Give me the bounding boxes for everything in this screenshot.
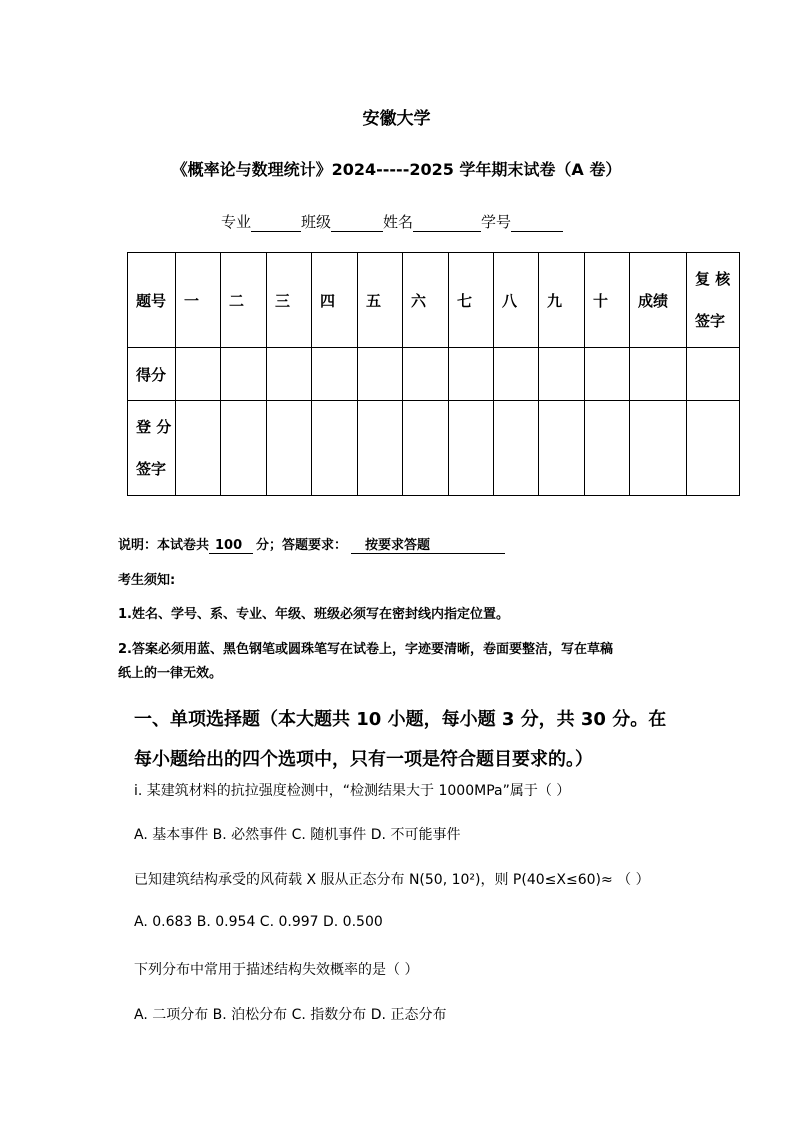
- sign-cell[interactable]: [539, 401, 585, 496]
- table-cell: 八: [494, 253, 539, 348]
- score-table: [127, 252, 740, 496]
- table-cell: 四: [312, 253, 358, 348]
- score-cell[interactable]: [403, 348, 449, 401]
- score-cell[interactable]: [630, 348, 687, 401]
- major-label: 专业: [221, 213, 252, 231]
- name-field[interactable]: [413, 215, 481, 232]
- table-cell: 十: [585, 253, 630, 348]
- exam-title: 《概率论与数理统计》2024-----2025 学年期末试卷（A 卷）: [171, 160, 622, 179]
- table-cell: 五: [358, 253, 403, 348]
- instruction-item-2-line2: 纸上的一律无效。: [118, 666, 223, 681]
- sign-row-label-line1: 登 分: [136, 418, 172, 436]
- major-field[interactable]: [251, 215, 301, 232]
- sign-cell[interactable]: [267, 401, 312, 496]
- sign-cell[interactable]: [176, 401, 221, 496]
- explain-prefix: 说明：本试卷共: [118, 538, 210, 553]
- question-stem: 下列分布中常用于描述结构失效概率的是（ ）: [134, 962, 419, 978]
- sign-row-label: [128, 401, 176, 496]
- score-row-label: 得分: [128, 348, 176, 401]
- name-label: 姓名: [383, 213, 414, 231]
- score-cell[interactable]: [176, 348, 221, 401]
- sign-cell[interactable]: [449, 401, 494, 496]
- sign-cell[interactable]: [494, 401, 539, 496]
- question-options: A. 基本事件 B. 必然事件 C. 随机事件 D. 不可能事件: [134, 827, 461, 843]
- instructions-title: 考生须知:: [118, 573, 176, 588]
- question-options: A. 二项分布 B. 泊松分布 C. 指数分布 D. 正态分布: [134, 1007, 447, 1023]
- sign-row-label-line2: 签字: [136, 460, 167, 478]
- score-row: [128, 348, 740, 401]
- sign-cell[interactable]: [221, 401, 267, 496]
- score-cell[interactable]: [449, 348, 494, 401]
- table-cell: 七: [449, 253, 494, 348]
- class-label: 班级: [301, 213, 332, 231]
- student-info-line: [221, 211, 563, 232]
- instruction-item-2-line1: 2.答案必须用蓝、黑色钢笔或圆珠笔写在试卷上，字迹要清晰，卷面要整洁，写在草稿: [118, 642, 613, 657]
- sign-row: [128, 401, 740, 496]
- score-cell[interactable]: [221, 348, 267, 401]
- reviewer-sign-header: [687, 253, 740, 348]
- student-id-label: 学号: [481, 213, 512, 231]
- table-header-row: [128, 253, 740, 348]
- sign-cell[interactable]: [630, 401, 687, 496]
- section-title-line2: 每小题给出的四个选项中，只有一项是符合题目要求的。）: [134, 749, 593, 770]
- table-cell: 九: [539, 253, 585, 348]
- university-name: 安徽大学: [362, 109, 431, 129]
- table-cell: 三: [267, 253, 312, 348]
- table-cell: 题号: [128, 253, 176, 348]
- answer-requirement: 按要求答题: [351, 534, 505, 554]
- table-cell: 成绩: [630, 253, 687, 348]
- student-id-field[interactable]: [511, 215, 563, 232]
- total-score: 100: [209, 538, 253, 554]
- score-cell[interactable]: [358, 348, 403, 401]
- sign-cell[interactable]: [687, 401, 740, 496]
- question-stem: i. 某建筑材料的抗拉强度检测中，“检测结果大于 1000MPa”属于（ ）: [134, 783, 571, 799]
- table-cell: 二: [221, 253, 267, 348]
- score-cell[interactable]: [494, 348, 539, 401]
- score-cell[interactable]: [687, 348, 740, 401]
- table-cell: 一: [176, 253, 221, 348]
- score-cell[interactable]: [267, 348, 312, 401]
- sign-cell[interactable]: [403, 401, 449, 496]
- reviewer-label-line1: 复 核: [695, 270, 731, 288]
- question-options: A. 0.683 B. 0.954 C. 0.997 D. 0.500: [134, 914, 383, 930]
- explain-mid: 分；答题要求：: [256, 538, 348, 553]
- score-cell[interactable]: [585, 348, 630, 401]
- sign-cell[interactable]: [312, 401, 358, 496]
- instruction-item-1: 1.姓名、学号、系、专业、年级、班级必须写在密封线内指定位置。: [118, 607, 509, 622]
- sign-cell[interactable]: [585, 401, 630, 496]
- section-title-line1: 一、单项选择题（本大题共 10 小题，每小题 3 分，共 30 分。在: [134, 709, 667, 730]
- question-stem: 已知建筑结构承受的风荷载 X 服从正态分布 N(50, 10²)，则 P(40≤X≤60)≈ （ ）: [134, 872, 650, 888]
- score-cell[interactable]: [539, 348, 585, 401]
- sign-cell[interactable]: [358, 401, 403, 496]
- reviewer-label-line2: 签字: [695, 312, 726, 330]
- exam-explanation: [118, 534, 505, 554]
- class-field[interactable]: [331, 215, 383, 232]
- table-cell: 六: [403, 253, 449, 348]
- score-cell[interactable]: [312, 348, 358, 401]
